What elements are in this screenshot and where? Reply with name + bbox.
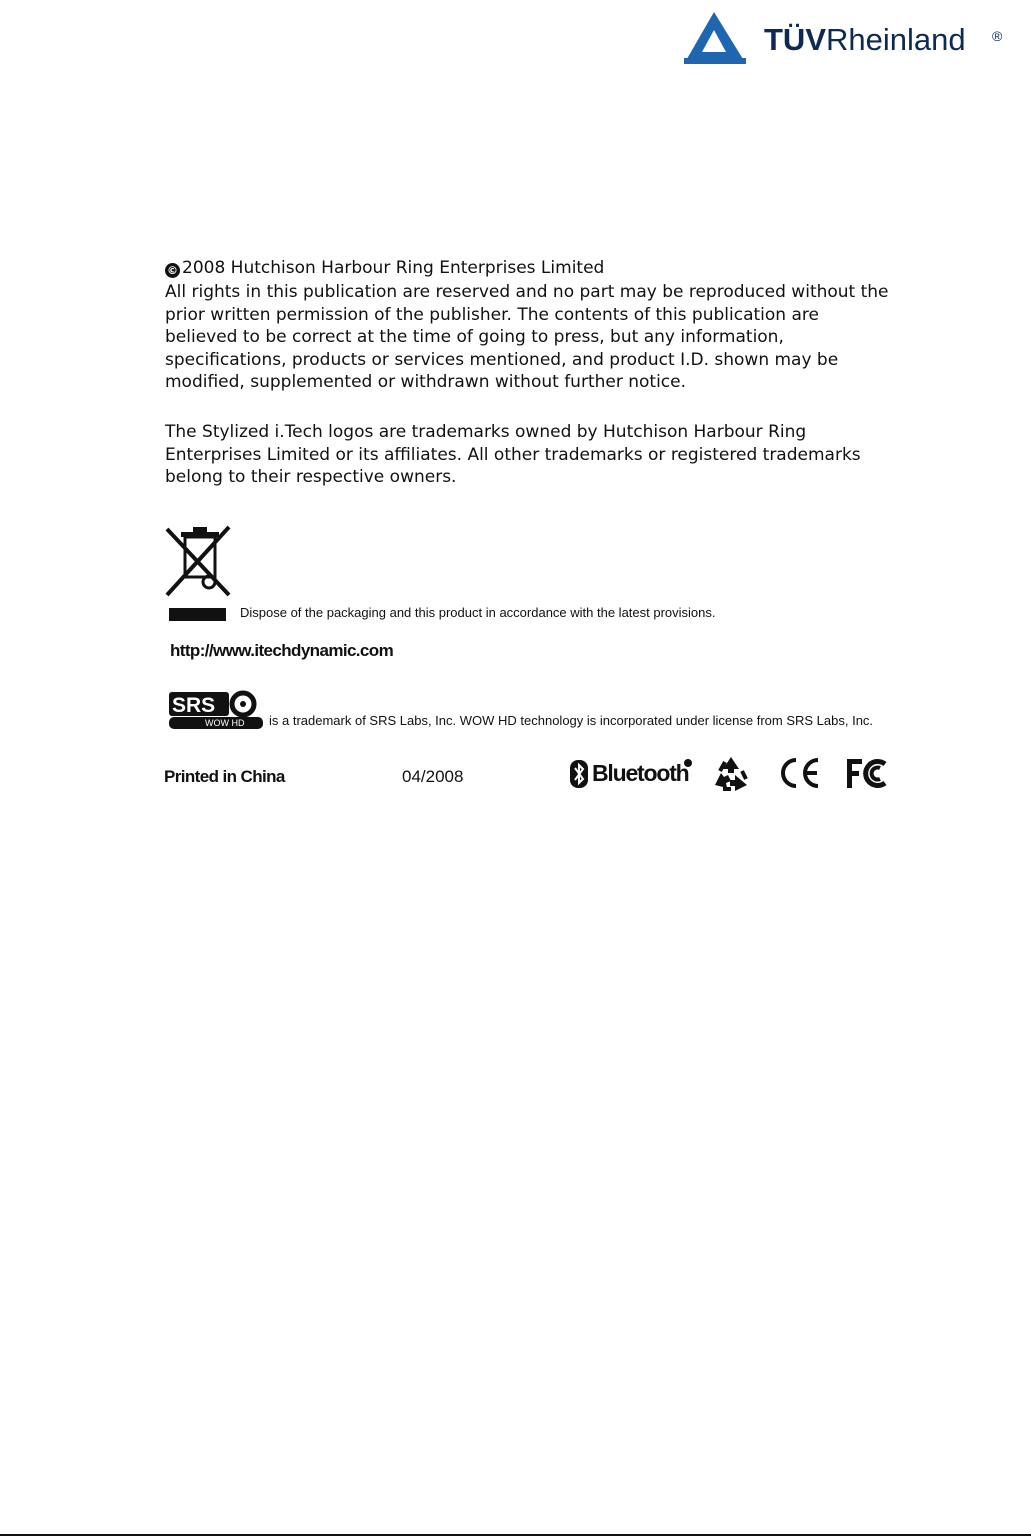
- svg-text:SRS: SRS: [172, 694, 216, 717]
- recycle-icon: [711, 755, 751, 793]
- bottom-rule: [0, 1534, 1031, 1536]
- srs-wow-logo-icon: [169, 690, 265, 730]
- ce-mark-icon: [777, 756, 821, 790]
- rights-paragraph: All rights in this publication are reserved and no part may be reproduced without the prior written permission of the publisher. The contents of this publication are believed to be correct at the time of going to press, but any information, specifications, products or services mentioned, and product I.D. shown may be modified, supplemented or withdrawn without further notice.: [165, 282, 889, 393]
- website-url-link[interactable]: http://www.itechdynamic.com: [170, 641, 394, 660]
- bluetooth-wordmark: Bluetooth: [592, 760, 689, 786]
- trademarks-paragraph: The Stylized i.Tech logos are trademarks owned by Hutchison Harbour Ring Enterprises Limited or its affiliates. All other trademarks or registered trademarks belong to their respective owners.: [165, 422, 861, 488]
- svg-text:WOW HD: WOW HD: [205, 718, 245, 728]
- copyright-text: 2008 Hutchison Harbour Ring Enterprises Limited: [182, 258, 605, 278]
- copyright-line: [165, 257, 895, 280]
- weee-bar: [169, 608, 226, 621]
- tuv-rheinland-logo-text: TÜVRheinland: [764, 22, 966, 57]
- fcc-mark-icon: [845, 756, 889, 790]
- print-date: 04/2008: [402, 767, 464, 786]
- printed-in-text: Printed in China: [164, 767, 285, 786]
- weee-crossed-bin-icon: [163, 523, 233, 599]
- srs-trademark-notice: is a trademark of SRS Labs, Inc. WOW HD technology is incorporated under license from SRS Labs, Inc.: [269, 713, 874, 728]
- disposal-notice: Dispose of the packaging and this product in accordance with the latest provisions.: [240, 605, 716, 620]
- registered-mark: ®: [992, 28, 1003, 44]
- copyright-icon: ©: [167, 264, 178, 277]
